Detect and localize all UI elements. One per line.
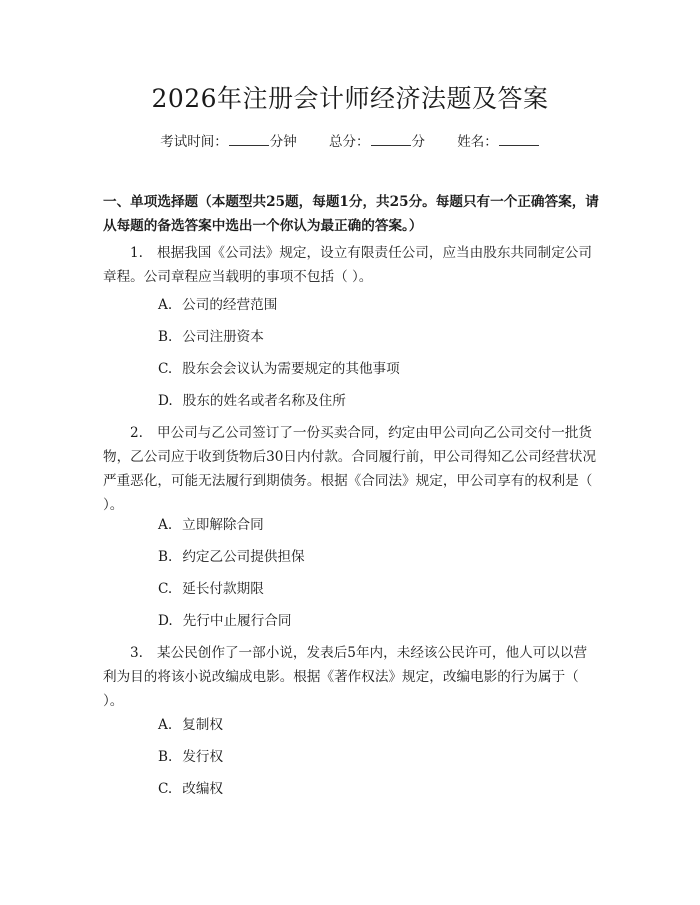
option-text: 先行中止履行合同 — [182, 613, 292, 629]
name-blank — [499, 131, 539, 146]
option-text: 立即解除合同 — [182, 517, 264, 533]
option-letter: A. — [158, 297, 173, 313]
question-2-option-d — [158, 610, 292, 632]
option-letter: C. — [158, 781, 173, 797]
option-letter: A. — [158, 717, 173, 733]
option-letter: C. — [158, 581, 173, 597]
option-text: 约定乙公司提供担保 — [182, 549, 305, 565]
option-text: 股东会会议认为需要规定的其他事项 — [182, 361, 400, 377]
question-1-option-c — [158, 358, 400, 380]
option-letter: D. — [158, 613, 173, 629]
option-letter: B. — [158, 549, 173, 565]
question-3 — [103, 641, 600, 713]
exam-time-field — [160, 134, 301, 150]
question-1-option-d — [158, 390, 346, 412]
total-score-blank — [371, 131, 411, 146]
option-letter: D. — [158, 393, 173, 409]
question-1-option-b — [158, 326, 264, 348]
option-letter: A. — [158, 517, 173, 533]
option-letter: C. — [158, 361, 173, 377]
exam-time-label: 考试时间： — [160, 134, 228, 150]
question-3-option-a — [158, 714, 223, 736]
question-2-option-c — [158, 578, 264, 600]
total-score-label: 总分： — [329, 134, 370, 150]
option-text: 发行权 — [182, 749, 224, 765]
option-text: 股东的姓名或者名称及住所 — [182, 393, 346, 409]
question-1 — [103, 241, 600, 289]
option-letter: B. — [158, 329, 173, 345]
question-3-option-b — [158, 746, 223, 768]
option-text: 改编权 — [182, 781, 224, 797]
question-2-option-b — [158, 546, 305, 568]
question-text: 甲公司与乙公司签订了一份买卖合同，约定由甲公司向乙公司交付一批货物，乙公司应于收到货物后30日内付款。合同履行前，甲公司得知乙公司经营状况严重恶化，可能无法履行到期债务。根据《合同法》规定，甲公司享有的权利是（ ）。 — [103, 425, 597, 513]
option-text: 公司注册资本 — [182, 329, 264, 345]
exam-time-unit: 分钟 — [269, 134, 297, 150]
exam-time-blank — [229, 131, 269, 146]
question-text: 根据我国《公司法》规定，设立有限责任公司，应当由股东共同制定公司章程。公司章程应当载明的事项不包括（ ）。 — [103, 245, 592, 285]
option-text: 公司的经营范围 — [182, 297, 278, 313]
question-1-option-a — [158, 294, 277, 316]
total-score-unit: 分 — [411, 134, 425, 150]
question-2-option-a — [158, 514, 264, 536]
question-number: 2. — [130, 425, 143, 441]
question-number: 1. — [130, 245, 143, 261]
exam-meta-line — [0, 131, 700, 152]
total-score-field — [329, 134, 429, 150]
name-label: 姓名： — [457, 134, 498, 150]
name-field — [457, 134, 540, 150]
option-text: 复制权 — [182, 717, 223, 733]
document-title: 2026年注册会计师经济法题及答案 — [151, 84, 549, 113]
question-number: 3. — [130, 645, 143, 661]
question-2 — [103, 421, 600, 517]
option-text: 延长付款期限 — [182, 581, 264, 597]
option-letter: B. — [158, 749, 173, 765]
question-text: 某公民创作了一部小说，发表后5年内，未经该公民许可，他人可以以营利为目的将该小说改编成电影。根据《著作权法》规定，改编电影的行为属于（ ）。 — [103, 645, 588, 709]
section-heading: 一、单项选择题（本题型共25题，每题1分，共25分。每题只有一个正确答案，请从每题的备选答案中选出一个你认为最正确的答案。） — [103, 194, 599, 234]
question-3-option-c — [158, 778, 223, 800]
